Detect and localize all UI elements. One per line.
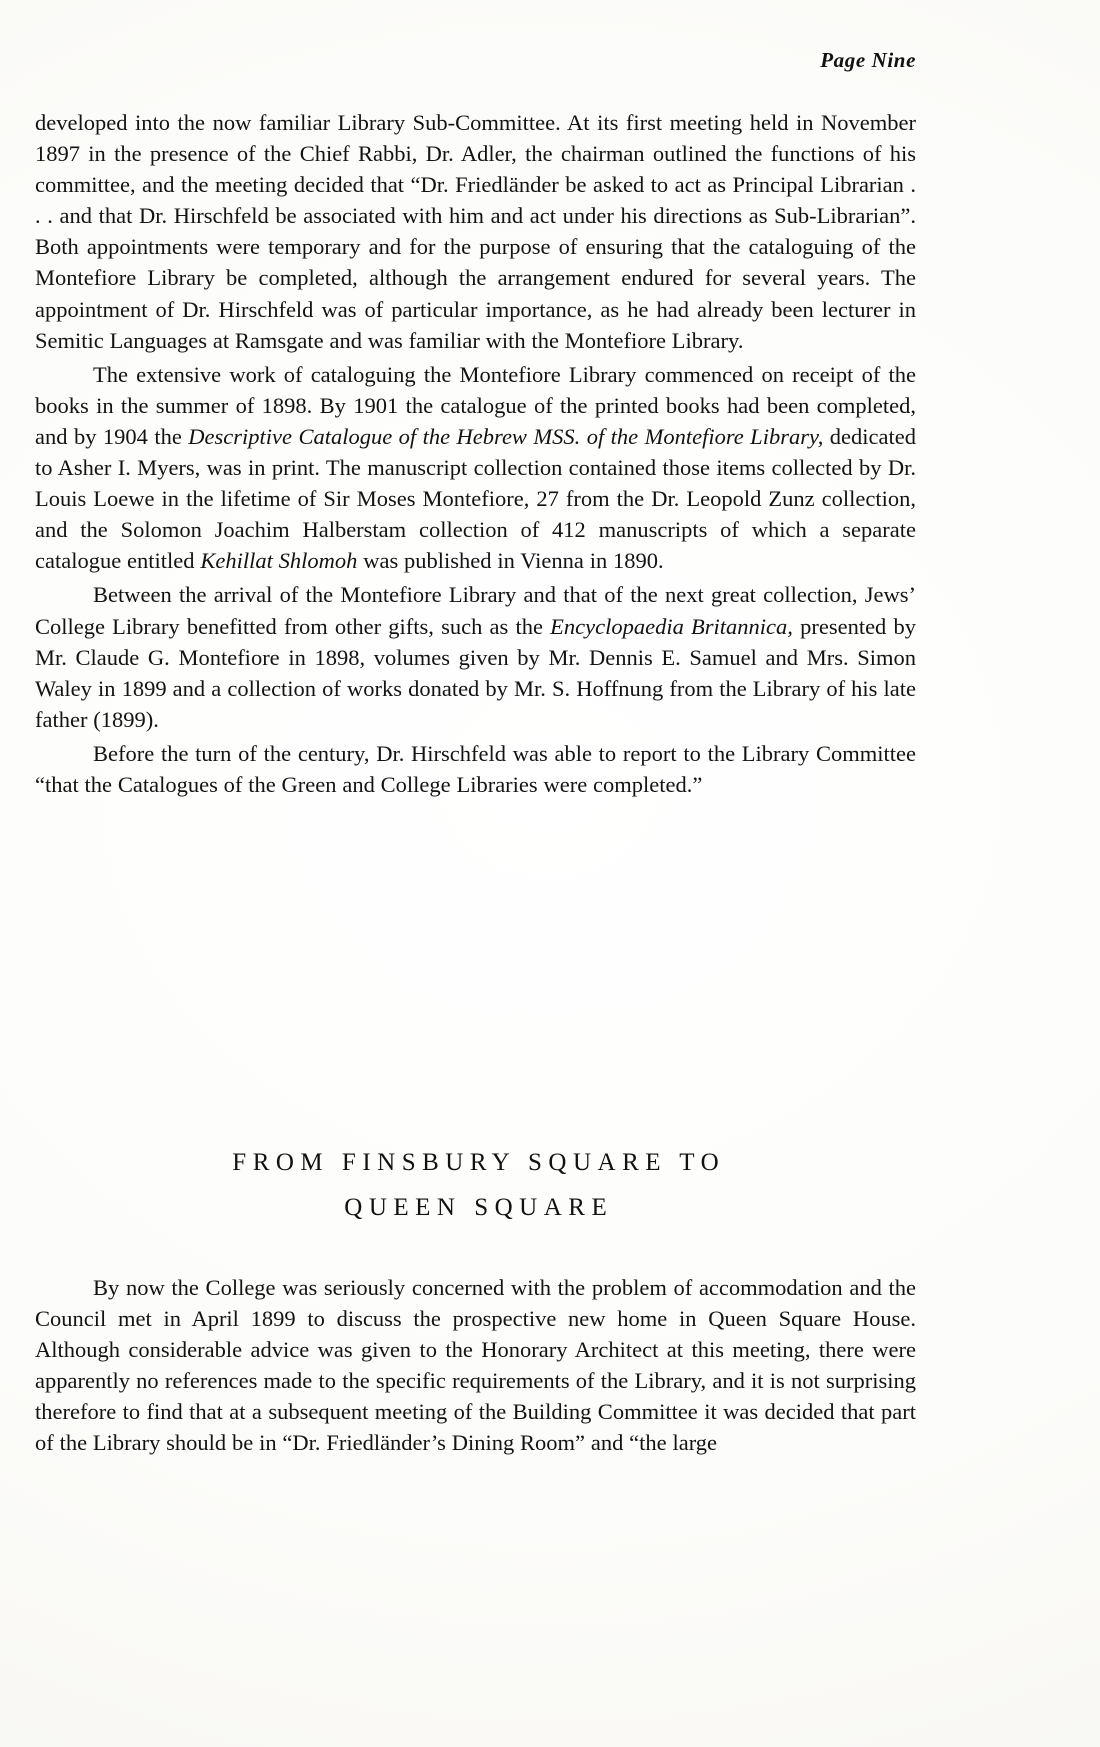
running-head-page-number: Page Nine [820, 48, 916, 72]
text-run: Between the arrival of the Montefiore Library and that of the next great collection, Jews’ College Library benefitted from other gifts, such as the [35, 582, 916, 639]
text-run: developed into the now familiar Library Sub-Committee. At its first meeting held in November 1897 in the presence of the Chief Rabbi, Dr. Adler, the chairman outlined the functions of his committee, and the meeting decided that “Dr. Friedländer be asked to act as Principal Librarian . . . and that Dr. Hirschfeld be associated with him and act under his directions as Sub-Librarian”. Both appointments were temporary and for the purpose of ensuring that the cataloguing of the Montefiore Library be completed, although the arrangement endured for several years. The appointment of Dr. Hirschfeld was of particular importance, as he had already been lecturer in Semitic Languages at Ramsgate and was familiar with the Montefiore Library. [35, 110, 916, 353]
section-heading-line-1: FROM FINSBURY SQUARE TO [232, 1149, 726, 1176]
para-turn-of-century [35, 738, 916, 800]
para-accommodation-problem [35, 1272, 916, 1459]
italic-title-run: Kehillat Shlomoh [200, 548, 358, 574]
italic-title-run: Descriptive Catalogue of the Hebrew MSS. of the Montefiore Library, [188, 423, 824, 449]
para-other-gifts [35, 579, 916, 734]
body-text-column [35, 107, 916, 800]
tail-text-column [35, 1272, 916, 1459]
para-library-sub-committee [35, 107, 916, 356]
italic-title-run: Encyclopaedia Britannica, [550, 613, 793, 639]
section-heading [35, 1140, 916, 1230]
text-run: presented by Mr. Claude G. Montefiore in 1898, volumes given by Mr. Dennis E. Samuel and Mrs. Simon Waley in 1899 and a collection of works donated by Mr. S. Hoffnung from the Library of his late father (1899). [35, 613, 916, 732]
section-heading-line-2: QUEEN SQUARE [344, 1194, 614, 1221]
text-run: was published in Vienna in 1890. [357, 548, 664, 574]
text-run: By now the College was seriously concerned with the problem of accommodation and the Council met in April 1899 to discuss the prospective new home in Queen Square House. Although considerable advice was given to the Honorary Architect at this meeting, there were apparently no references made to the specific requirements of the Library, and it is not surprising therefore to find that at a subsequent meeting of the Building Committee it was decided that part of the Library should be in “Dr. Friedländer’s Dining Room” and “the large [35, 1275, 916, 1456]
text-run: Before the turn of the century, Dr. Hirschfeld was able to report to the Library Committee “that the Catalogues of the Green and College Libraries were completed.” [35, 740, 916, 797]
para-cataloguing-montefiore [35, 359, 916, 577]
text-run: dedicated to Asher I. Myers, was in print. The manuscript collection contained those items collected by Dr. Louis Loewe in the lifetime of Sir Moses Montefiore, 27 from the Dr. Leopold Zunz collection, and the Solomon Joachim Halberstam collection of 412 manuscripts of which a separate catalogue entitled [35, 423, 916, 574]
text-run: The extensive work of cataloguing the Montefiore Library commenced on receipt of the books in the summer of 1898. By 1901 the catalogue of the printed books had been completed, and by 1904 the [35, 361, 916, 449]
